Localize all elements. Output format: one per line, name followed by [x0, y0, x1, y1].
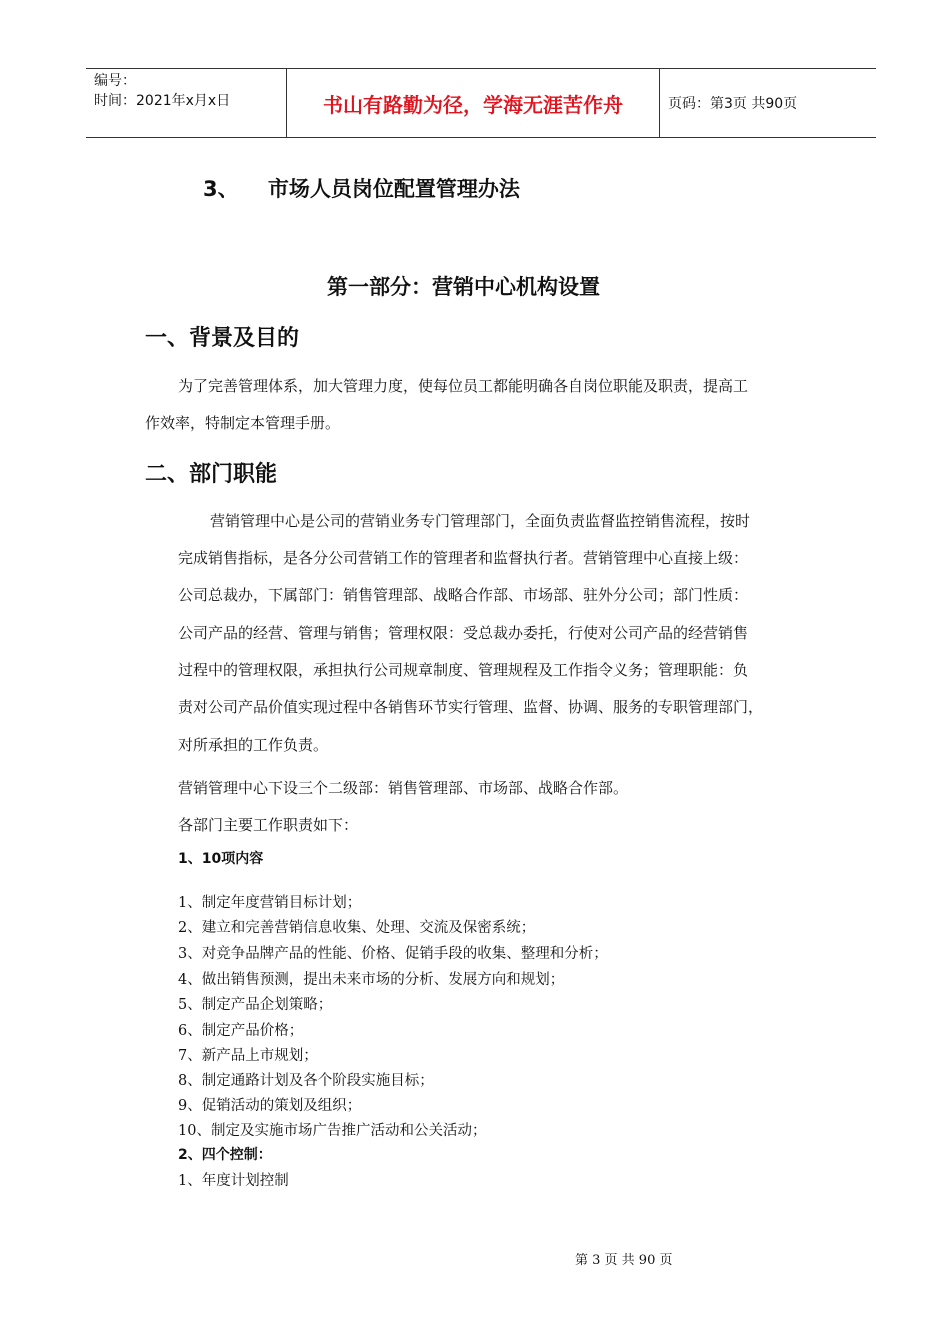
dept-line: 对所承担的工作负责。	[178, 736, 329, 754]
document-header	[86, 68, 876, 138]
list-item: 7、新产品上市规划；	[178, 1048, 318, 1064]
dept-line: 营销管理中心是公司的营销业务专门管理部门，全面负责监督监控销售流程，按时	[210, 512, 751, 530]
duties-intro: 各部门主要工作职责如下：	[178, 816, 359, 834]
list-item: 6、制定产品价格；	[178, 1023, 304, 1039]
list-item: 9、促销活动的策划及组织；	[178, 1098, 362, 1114]
control-item: 1、年度计划控制	[178, 1173, 289, 1189]
dept-line: 公司总裁办，下属部门：销售管理部、战略合作部、市场部、驻外分公司；部门性质：	[178, 586, 749, 604]
header-page-label: 页码：第3页 共90页	[668, 96, 798, 112]
list-item: 2、建立和完善营销信息收集、处理、交流及保密系统；	[178, 920, 536, 936]
dept-line: 过程中的管理权限，承担执行公司规章制度、管理规程及工作指令义务；管理职能：负	[178, 661, 749, 679]
section-title: 3、 市场人员岗位配置管理办法	[203, 177, 520, 201]
dept-line: 完成销售指标，是各分公司营销工作的管理者和监督执行者。营销管理中心直接上级：	[178, 549, 749, 567]
time-label: 时间：2021年x月x日	[94, 93, 231, 109]
sub-heading-ten-items: 1、10项内容	[178, 851, 264, 867]
background-line: 为了完善管理体系，加大管理力度，使每位员工都能明确各自岗位职能及职责，提高工	[178, 377, 749, 395]
list-item: 5、制定产品企划策略；	[178, 997, 333, 1013]
dept-line: 责对公司产品价值实现过程中各销售环节实行管理、监督、协调、服务的专职管理部门，	[178, 698, 764, 716]
page-footer: 第 3 页 共 90 页	[575, 1253, 673, 1268]
list-item: 1、制定年度营销目标计划；	[178, 895, 362, 911]
sub-heading-four-controls: 2、四个控制：	[178, 1147, 272, 1163]
sub-dept-line: 营销管理中心下设三个二级部：销售管理部、市场部、战略合作部。	[178, 779, 629, 797]
part-title: 第一部分：营销中心机构设置	[327, 275, 600, 299]
list-item: 10、制定及实施市场广告推广活动和公关活动；	[178, 1123, 487, 1139]
header-meta-cell	[86, 69, 287, 137]
number-label: 编号：	[94, 73, 136, 89]
list-item: 3、对竞争品牌产品的性能、价格、促销手段的收集、整理和分析；	[178, 946, 608, 962]
heading-dept-function: 二、部门职能	[145, 462, 278, 487]
list-item: 8、制定通路计划及各个阶段实施目标；	[178, 1073, 434, 1089]
list-item: 4、做出销售预测，提出未来市场的分析、发展方向和规划；	[178, 972, 565, 988]
dept-line: 公司产品的经营、管理与销售；管理权限：受总裁办委托，行使对公司产品的经营销售	[178, 624, 749, 642]
heading-background: 一、背景及目的	[145, 326, 300, 351]
header-motto: 书山有路勤为径，学海无涯苦作舟	[287, 69, 660, 137]
background-line: 作效率，特制定本管理手册。	[145, 414, 341, 432]
